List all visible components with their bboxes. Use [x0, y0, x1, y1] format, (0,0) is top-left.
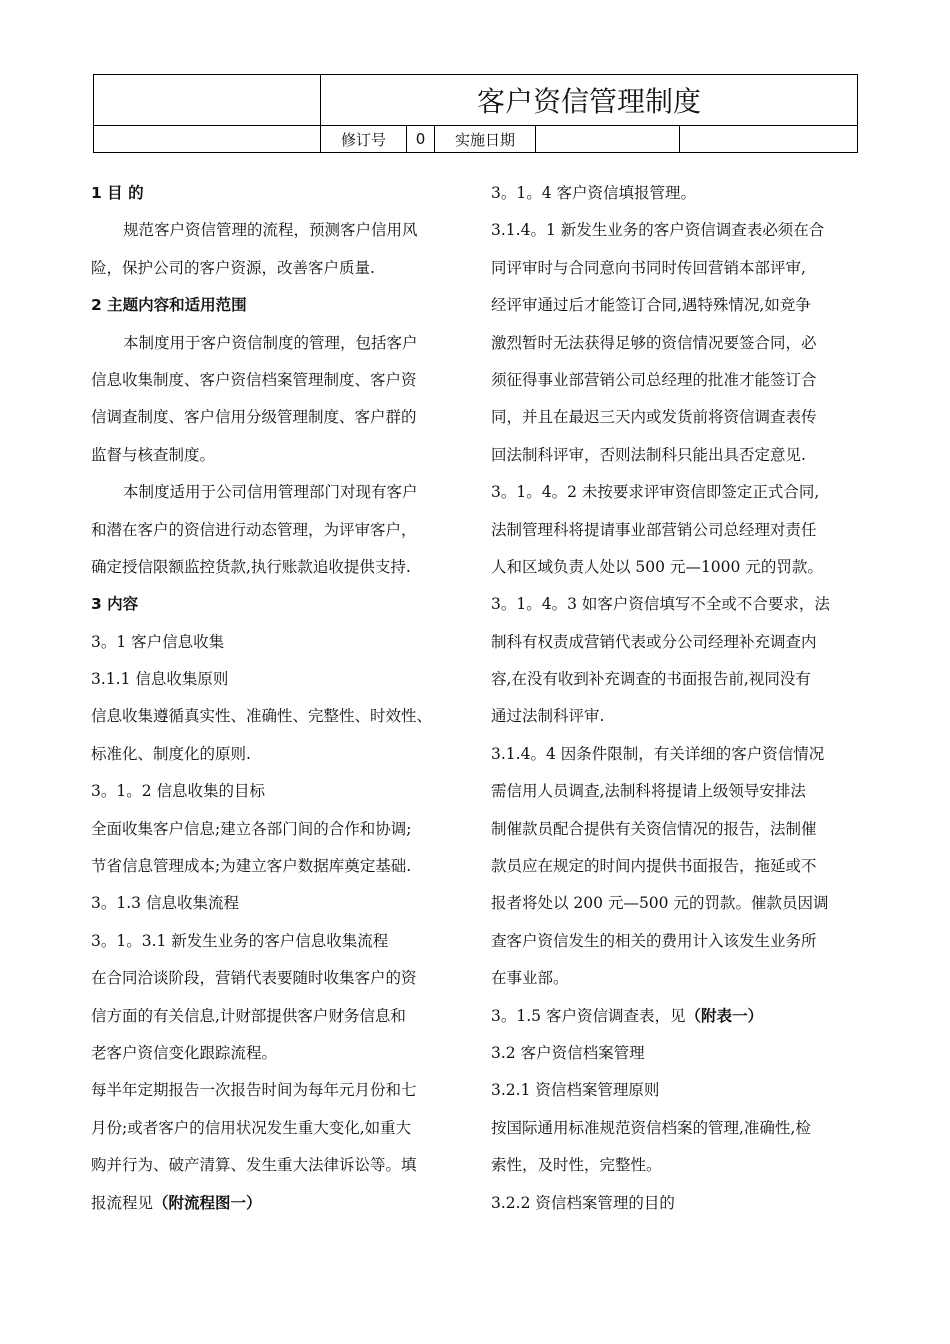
blank-cell [94, 126, 321, 153]
body-line: 在事业部。 [491, 969, 569, 988]
body-line: 同，并且在最迟三天内或发货前将资信调查表传 [491, 408, 817, 427]
body-line: 回法制科评审，否则法制科只能出具否定意见. [491, 445, 806, 464]
logo-cell [94, 75, 321, 126]
extra-cell [680, 126, 858, 153]
body-line: 节省信息管理成本;为建立客户数据库奠定基础. [91, 857, 412, 876]
body-text: 报流程见 [91, 1193, 154, 1212]
effective-date-value [536, 126, 680, 153]
body-line: 需信用人员调查,法制科将提请上级领导安排法 [491, 782, 806, 801]
body-line: 3。1。4。3 如客户资信填写不全或不合要求，法 [491, 595, 830, 614]
body-line: 人和区域负责人处以 500 元—1000 元的罚款。 [491, 557, 823, 576]
effective-date-label: 实施日期 [435, 126, 536, 153]
body-line: 法制管理科将提请事业部营销公司总经理对责任 [491, 520, 817, 539]
revision-value: 0 [407, 126, 435, 153]
body-line: 本制度用于客户资信制度的管理，包括客户 [123, 333, 418, 352]
body-text: 3。1.5 客户资信调查表，见 [491, 1006, 686, 1025]
body-line: 在合同洽谈阶段，营销代表要随时收集客户的资 [91, 969, 417, 988]
body-line: 和潜在客户的资信进行动态管理，为评审客户， [91, 520, 417, 539]
body-line: 按国际通用标准规范资信档案的管理,准确性,检 [491, 1118, 811, 1137]
body-line: 制科有权责成营销代表或分公司经理补充调查内 [491, 632, 817, 651]
body-line: 同评审时与合同意向书同时传回营销本部评审, [491, 258, 806, 277]
section-heading: 2 主题内容和适用范围 [91, 296, 247, 315]
subsection-heading: 3。1。2 信息收集的目标 [91, 782, 266, 801]
body-line: 3。1。4。2 未按要求评审资信即签定正式合同, [491, 483, 820, 502]
document-header-table [93, 74, 858, 153]
subsection-heading: 3.2.2 资信档案管理的目的 [491, 1193, 675, 1212]
left-column [91, 175, 453, 1222]
body-line: 信息收集遵循真实性、准确性、完整性、时效性、 [91, 707, 433, 726]
body-line: 经评审通过后才能签订合同,遇特殊情况,如竞争 [491, 296, 811, 315]
subsection-heading: 3.2.1 资信档案管理原则 [491, 1081, 660, 1100]
body-line: 查客户资信发生的相关的费用计入该发生业务所 [491, 931, 817, 950]
body-line: 老客户资信变化跟踪流程。 [91, 1043, 278, 1062]
subsection-heading: 3。1 客户信息收集 [91, 632, 225, 651]
body-line: 确定授信限额监控货款,执行账款追收提供支持. [91, 557, 411, 576]
body-line: 监督与核查制度。 [91, 445, 216, 464]
body-line [91, 1185, 453, 1222]
body-line: 每半年定期报告一次报告时间为每年元月份和七 [91, 1081, 417, 1100]
flowchart-reference: （附流程图一） [153, 1193, 262, 1212]
right-column [491, 175, 853, 1222]
appendix-reference: （附表一） [685, 1006, 763, 1025]
body-line: 制催款员配合提供有关资信情况的报告，法制催 [491, 819, 817, 838]
subsection-heading: 3.1.1 信息收集原则 [91, 670, 229, 689]
body-line: 信息收集制度、客户资信档案管理制度、客户资 [91, 370, 417, 389]
body-line: 索性，及时性，完整性。 [491, 1156, 662, 1175]
body-line: 3.1.4。1 新发生业务的客户资信调查表必须在合 [491, 221, 825, 240]
body-line: 款员应在规定的时间内提供书面报告，拖延或不 [491, 857, 817, 876]
section-heading: 1 目 的 [91, 184, 144, 202]
subsection-heading: 3。1.3 信息收集流程 [91, 894, 239, 913]
subsection-heading: 3。1。4 客户资信填报管理。 [491, 184, 697, 202]
body-line: 本制度适用于公司信用管理部门对现有客户 [123, 483, 418, 502]
body-line: 3.1.4。4 因条件限制，有关详细的客户资信情况 [491, 744, 825, 763]
body-line: 通过法制科评审. [491, 707, 605, 726]
subsection-heading: 3.2 客户资信档案管理 [491, 1043, 645, 1062]
body-line: 险，保护公司的客户资源，改善客户质量. [91, 258, 375, 277]
body-line: 购并行为、破产清算、发生重大法律诉讼等。填 [91, 1156, 417, 1175]
body-line: 信方面的有关信息,计财部提供客户财务信息和 [91, 1006, 406, 1025]
subsection-heading: 3。1。3.1 新发生业务的客户信息收集流程 [91, 931, 389, 950]
body-line: 全面收集客户信息;建立各部门间的合作和协调; [91, 819, 412, 838]
body-line: 激烈暂时无法获得足够的资信情况要签合同，必 [491, 333, 817, 352]
section-heading: 3 内容 [91, 595, 139, 614]
document-title: 客户资信管理制度 [321, 75, 858, 126]
body-line: 月份;或者客户的信用状况发生重大变化,如重大 [91, 1118, 412, 1137]
body-line: 须征得事业部营销公司总经理的批准才能签订合 [491, 370, 817, 389]
revision-label: 修订号 [321, 126, 407, 153]
body-line: 报者将处以 200 元—500 元的罚款。催款员因调 [491, 894, 829, 913]
body-line [491, 998, 853, 1035]
body-line: 容,在没有收到补充调查的书面报告前,视同没有 [491, 670, 811, 689]
body-line: 标准化、制度化的原则. [91, 744, 251, 763]
body-line: 规范客户资信管理的流程，预测客户信用风 [123, 221, 418, 240]
body-line: 信调查制度、客户信用分级管理制度、客户群的 [91, 408, 417, 427]
